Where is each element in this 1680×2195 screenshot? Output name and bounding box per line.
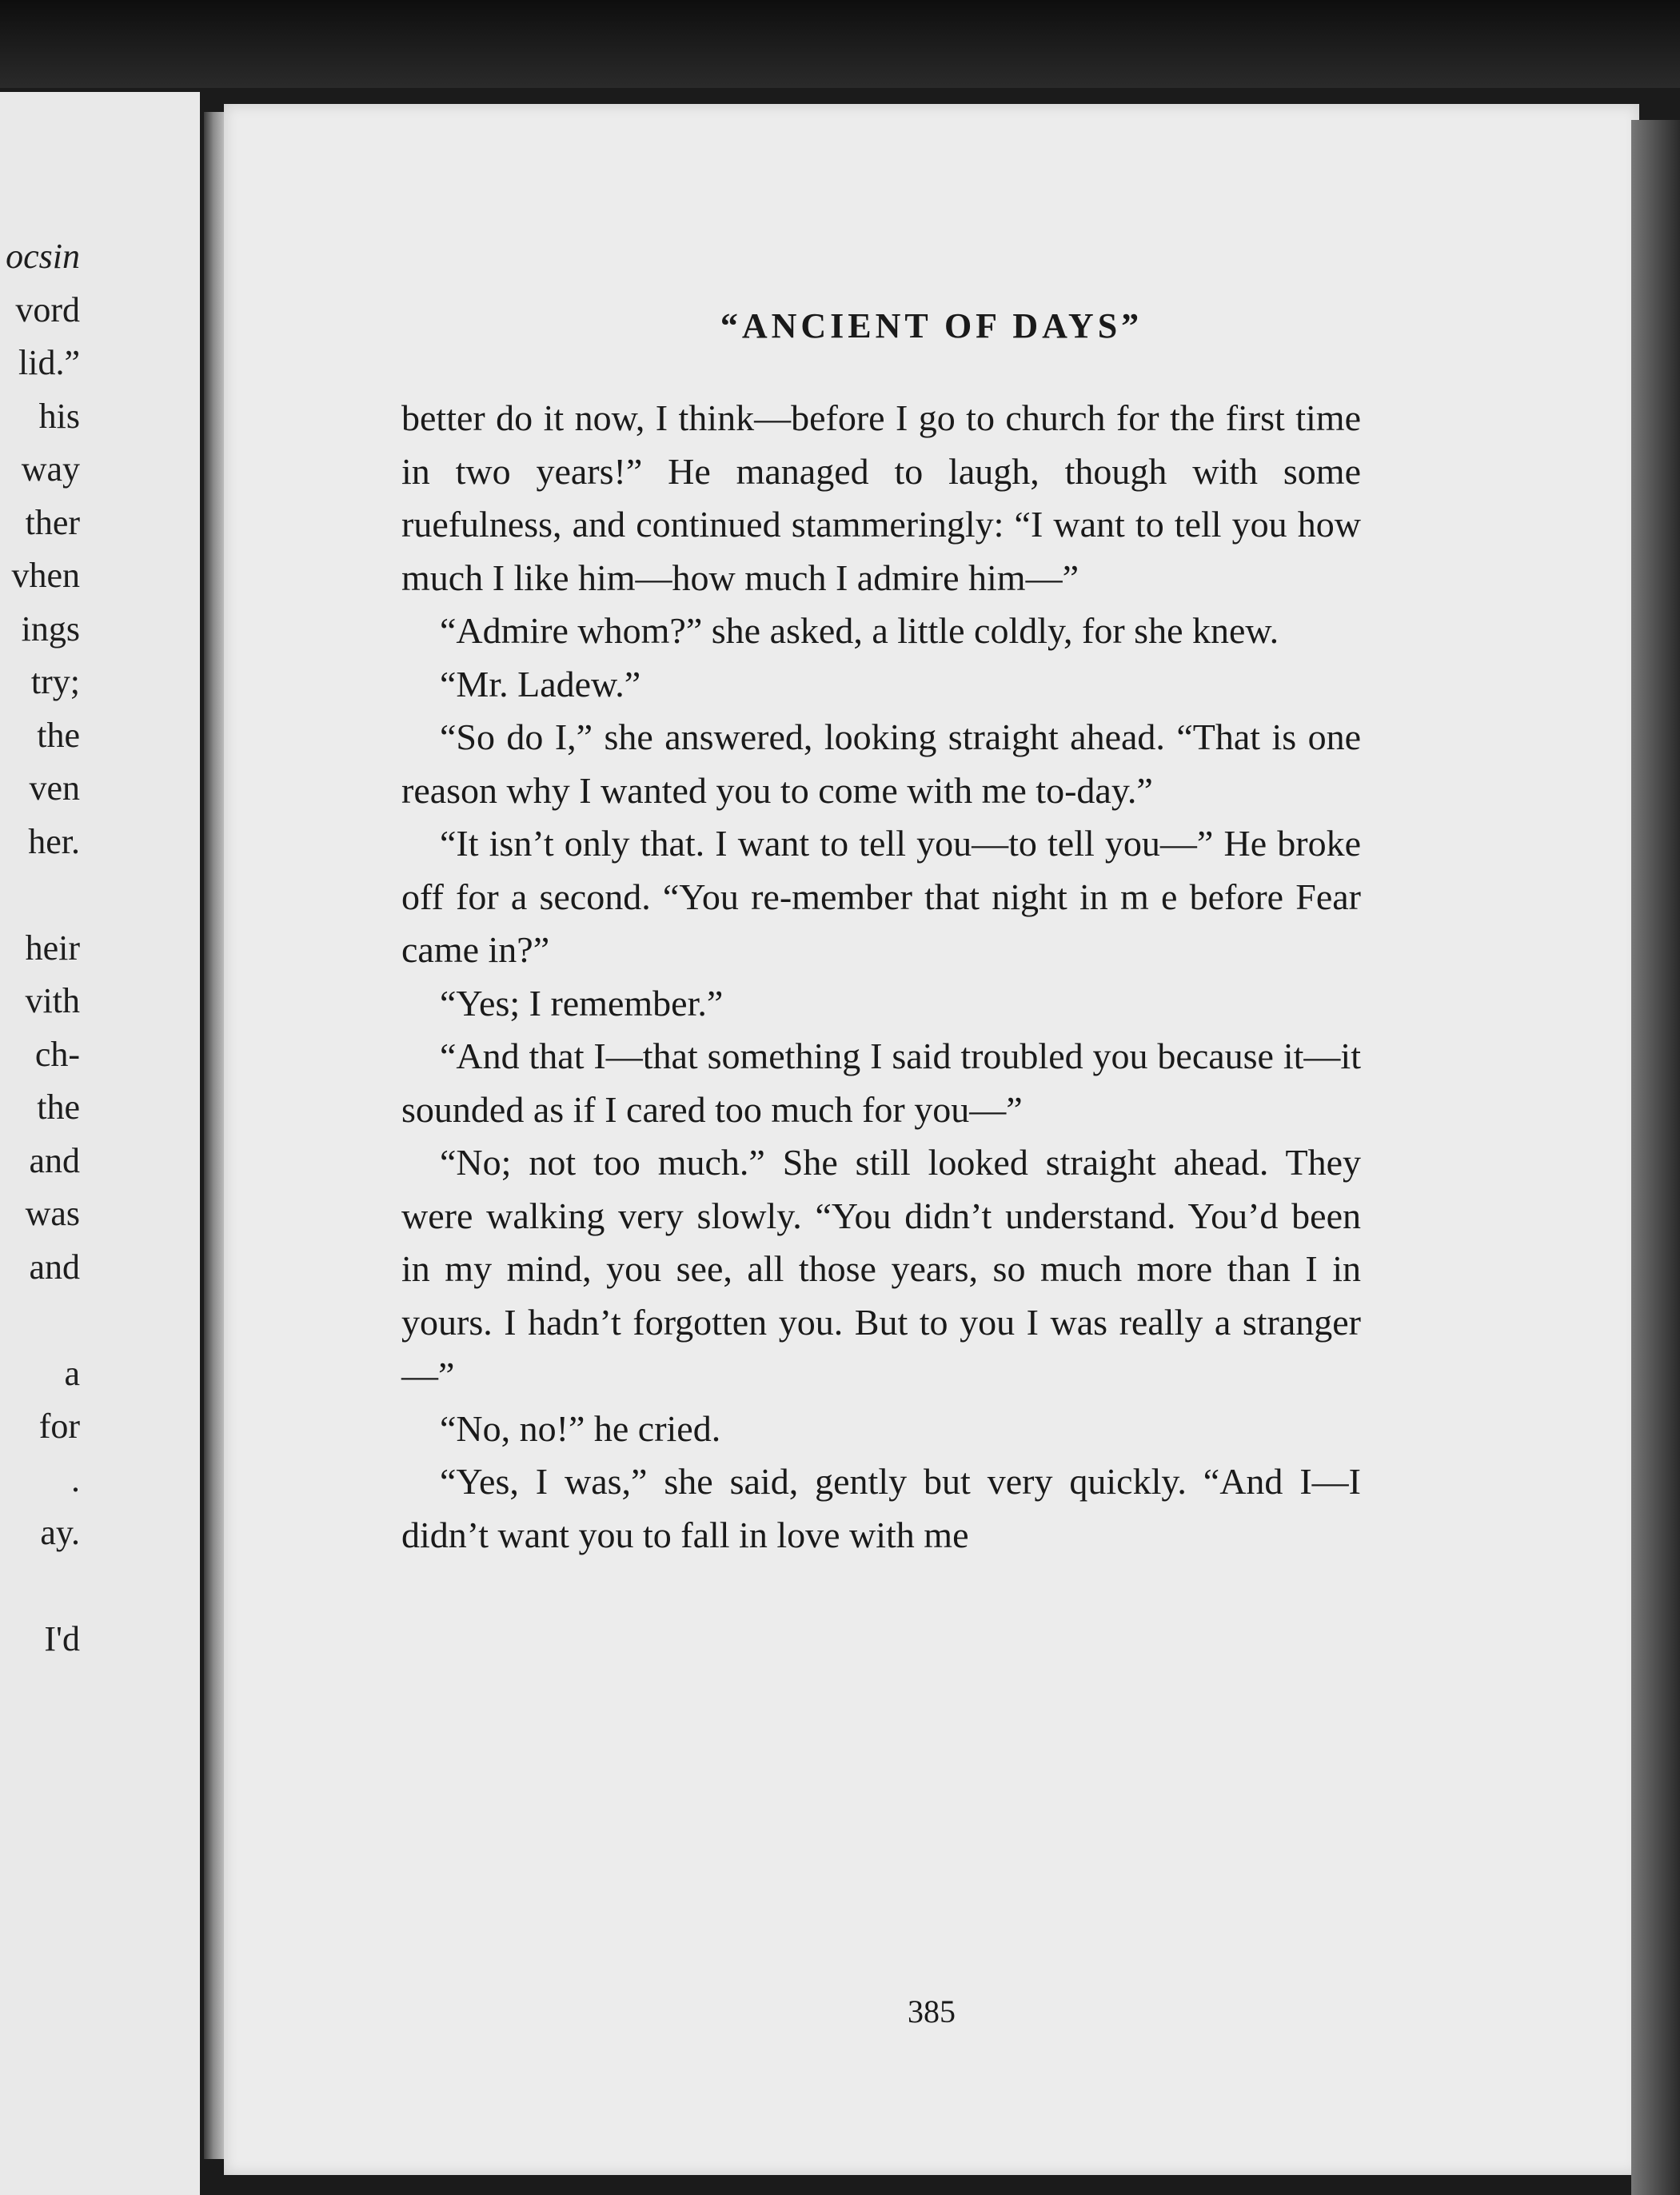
left-page-fragment: ther <box>25 502 80 542</box>
body-paragraph: “No; not too much.” She still looked straight ahead. They were walking very slowly. “You didn’t understand. You’d been in my mind, you see, all those years, so much more than I in yours. I hadn’t forgotten you. But to you I was really a stranger—” <box>401 1142 1361 1395</box>
left-page-fragment: her. <box>28 821 80 861</box>
left-page-fragment: a <box>64 1353 80 1393</box>
left-page-fragment: ocsin <box>6 237 80 276</box>
left-page-fragment: and <box>29 1140 80 1180</box>
book-page-right <box>224 104 1639 2175</box>
body-paragraph: “Admire whom?” she asked, a little coldly, for she knew. <box>440 610 1279 651</box>
left-page-fragment: try; <box>30 662 80 701</box>
left-page-fragment: way <box>21 449 80 489</box>
page-edge-shadow <box>1631 120 1680 2195</box>
left-page-fragment: ay. <box>40 1513 80 1552</box>
left-page-fragment: vhen <box>11 556 80 595</box>
left-page-fragment: for <box>38 1407 80 1446</box>
left-page-fragment: the <box>37 715 80 755</box>
left-page-fragment: heir <box>25 928 80 968</box>
body-paragraph: better do it now, I think—before I go to church for the first time in two years!” He managed to laugh, though with some ruefulness, and continued stammeringly: “I want to tell you how much I like him—how much I admire him—” <box>401 397 1361 598</box>
body-paragraph: “Mr. Ladew.” <box>440 663 641 704</box>
left-page-fragment: was <box>25 1194 80 1233</box>
left-page-fragment: lid.” <box>18 343 80 382</box>
body-paragraph: “And that I—that something I said troubled you because it—it sounded as if I cared too much for you—” <box>401 1036 1361 1130</box>
left-page-fragment: ch- <box>34 1034 80 1074</box>
left-page-fragment: I'd <box>44 1619 80 1658</box>
left-page-fragment: and <box>29 1247 80 1287</box>
body-paragraph: “No, no!” he cried. <box>440 1407 721 1449</box>
scanner-background-top <box>0 0 1680 88</box>
left-page-fragment: the <box>37 1088 80 1127</box>
page-body-text <box>401 392 1361 1562</box>
facing-page-left <box>0 92 200 2195</box>
left-page-fragment: ings <box>21 609 80 649</box>
body-paragraph: “Yes, I was,” she said, gently but very quickly. “And I—I didn’t want you to fall in love with me <box>401 1461 1361 1555</box>
running-head: “ANCIENT OF DAYS” <box>720 306 1143 345</box>
left-page-fragment: his <box>38 396 80 436</box>
body-paragraph: “So do I,” she answered, looking straight ahead. “That is one reason why I wanted you to come with me to-day.” <box>401 716 1361 811</box>
page-number: 385 <box>908 1993 956 2029</box>
body-paragraph: “Yes; I remember.” <box>440 982 724 1024</box>
left-page-fragment: . <box>71 1459 80 1499</box>
left-page-fragment: ven <box>29 768 80 808</box>
body-paragraph: “It isn’t only that. I want to tell you—to tell you—” He broke off for a second. “You re-member that night in m e before Fear came in?” <box>401 823 1361 970</box>
left-page-fragment: vord <box>15 289 80 329</box>
left-page-fragment: vith <box>25 981 80 1020</box>
